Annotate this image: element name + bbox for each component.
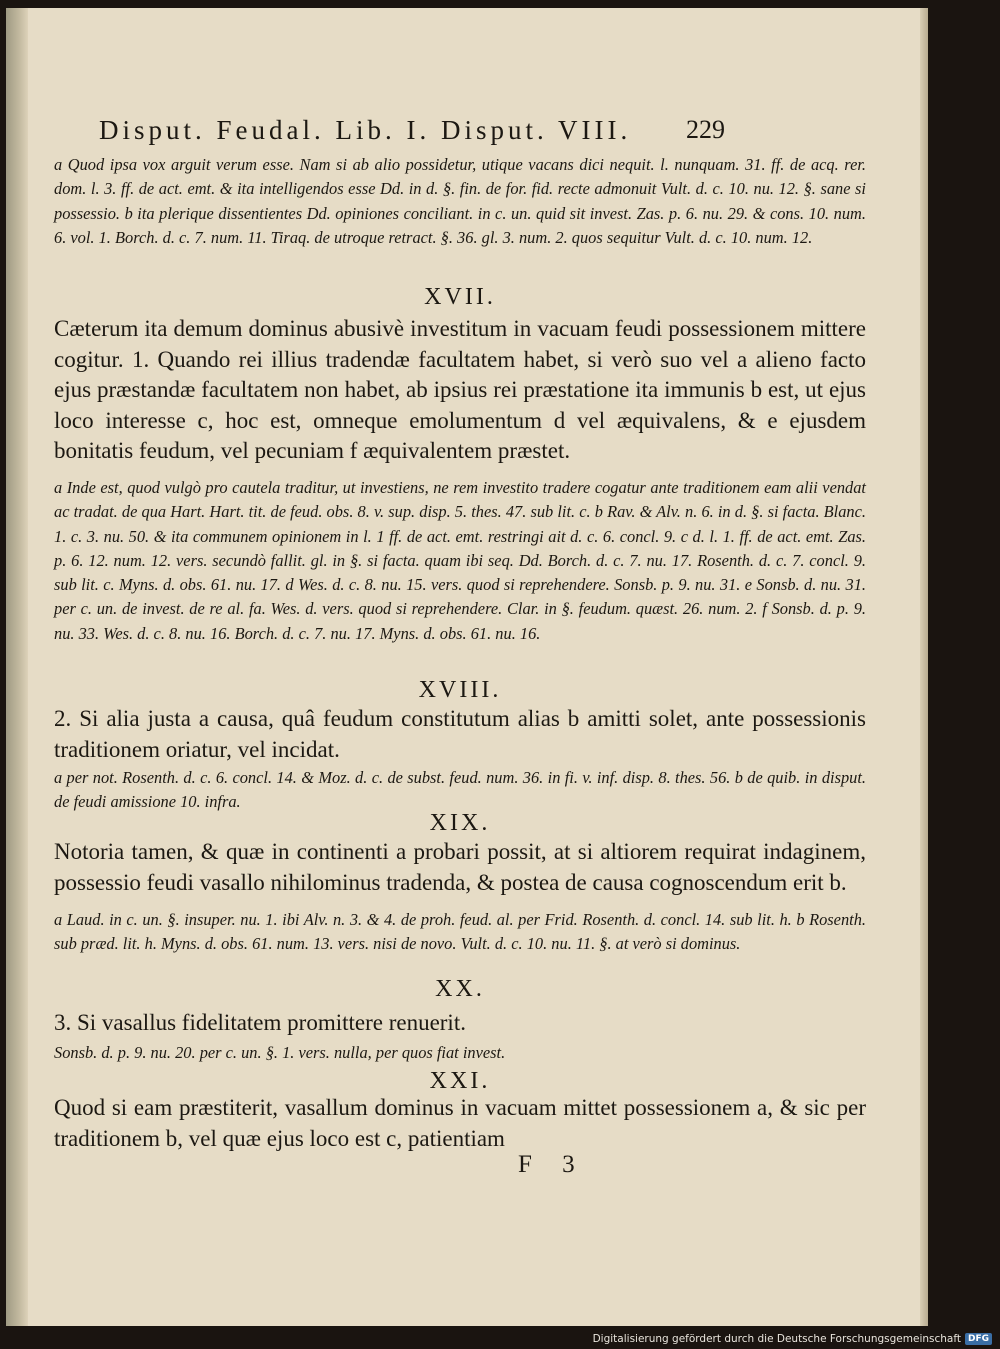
page-number: 229 bbox=[686, 115, 725, 144]
signature-mark: F 3 bbox=[518, 1151, 587, 1178]
footnote-block-xx: Sonsb. d. p. 9. nu. 20. per c. un. §. 1. vers. nulla, per quos fiat invest. bbox=[54, 1043, 506, 1062]
dfg-logo: DFG bbox=[965, 1333, 992, 1345]
body-paragraph-xvii: Cæterum ita demum dominus abusivè investitum in vacuam feudi possessionem mittere cogitur. 1. Quando rei illius tradendæ facultatem habet, si verò suo vel a alieno facto ejus præstandæ facultatem non habet, ab ipsius rei præstatione ita immunis b est, ut ejus loco interesse c, hoc est, omneque emolumentum d vel æquivalens, & e ejusdem bonitatis feudum, vel pecuniam f æquivalentem præstet. bbox=[54, 316, 866, 463]
digitization-credit bbox=[593, 1333, 992, 1345]
book-spine-shadow bbox=[6, 8, 28, 1326]
body-paragraph-xix: Notoria tamen, & quæ in continenti a probari possit, at si altiorem requirat indaginem, possessio feudi vasallo nihilominus tradenda, & postea de causa cognoscendum erit b. bbox=[54, 839, 866, 895]
running-title: Disput. Feudal. Lib. I. Disput. VIII. bbox=[99, 115, 632, 145]
body-paragraph-xxi: Quod si eam præstiterit, vasallum dominus in vacuam mittet possessionem a, & sic per traditionem b, vel quæ ejus loco est c, patientiam bbox=[54, 1095, 866, 1151]
section-heading-xx: XX. bbox=[435, 976, 485, 1002]
body-paragraph-xviii: 2. Si alia justa a causa, quâ feudum constitutum alias b amitti solet, ante possessionis traditionem oriatur, vel incidat. bbox=[54, 706, 866, 762]
footnote-block-xviii: a per not. Rosenth. d. c. 6. concl. 14. & Moz. d. c. de subst. feud. num. 36. in fi. v. inf. disp. 8. thes. 56. b de quib. in disput. de feudi amissione 10. infra. bbox=[54, 768, 866, 812]
footnote-block-xvi: a Quod ipsa vox arguit verum esse. Nam si ab alio possidetur, utique vacans dici nequit. l. nunquam. 31. ff. de acq. rer. dom. l. 3. ff. de act. emt. & ita intelligendos esse Dd. in d. §. fin. de for. fid. recte admonuit Vult. d. c. 10. nu. 12. §. sane si possessio. b ita plerique dissentientes Dd. opiniones conciliant. in c. un. quid sit invest. Zas. p. 6. nu. 29. & cons. 10. num. 6. vol. 1. Borch. d. c. 7. num. 11. Tiraq. de utroque retract. §. 36. gl. 3. num. 2. quos sequitur Vult. d. c. 10. num. 12. bbox=[54, 155, 866, 247]
footnote-block-xix: a Laud. in c. un. §. insuper. nu. 1. ibi Alv. n. 3. & 4. de proh. feud. al. per Frid. Rosenth. d. concl. 14. sub lit. h. b Rosenth. sub præd. lit. h. Myns. d. obs. 61. num. 13. vers. nisi de novo. Vult. d. c. 10. nu. 11. §. at verò si dominus. bbox=[54, 910, 866, 954]
section-heading-xix: XIX. bbox=[429, 810, 491, 836]
page-edge bbox=[920, 8, 928, 1326]
body-paragraph-xx: 3. Si vasallus fidelitatem promittere renuerit. bbox=[54, 1010, 466, 1035]
footnote-block-xvii: a Inde est, quod vulgò pro cautela traditur, ut investiens, ne rem investito tradere cogatur ante traditionem eam alii vendat ac tradat. de qua Hart. Hart. tit. de feud. obs. 8. v. sup. disp. 5. thes. 47. sub lit. c. b Rav. & Alv. n. 6. in d. §. si facta. Blanc. 1. c. 3. nu. 50. & ita communem opinionem in l. 1 ff. de act. emt. restringi ait d. c. 6. concl. 9. c d. l. 1. ff. de act. emt. Zas. p. 6. 12. num. 12. vers. secundò fallit. gl. in §. si facta. quam ibi seq. Dd. Borch. d. c. 7. nu. 17. Rosenth. d. c. 7. concl. 9. sub lit. c. Myns. d. obs. 61. nu. 17. d Wes. d. c. 8. nu. 15. vers. quod si reprehendere. Sonsb. p. 9. nu. 31. e Sonsb. d. nu. 31. per c. un. de invest. de re al. fa. Wes. d. vers. quod si reprehendere. Clar. in §. feudum. quæst. 26. num. 2. f Sonsb. d. p. 9. nu. 33. Wes. d. c. 8. nu. 16. Borch. d. c. 7. nu. 17. Myns. d. obs. 61. nu. 16. bbox=[54, 478, 866, 643]
book-page bbox=[6, 8, 928, 1326]
credit-text: Digitalisierung gefördert durch die Deutsche Forschungsgemeinschaft bbox=[592, 1333, 961, 1345]
section-heading-xviii: XVIII. bbox=[418, 677, 502, 703]
section-heading-xxi: XXI. bbox=[429, 1068, 491, 1094]
section-heading-xvii: XVII. bbox=[424, 284, 496, 310]
